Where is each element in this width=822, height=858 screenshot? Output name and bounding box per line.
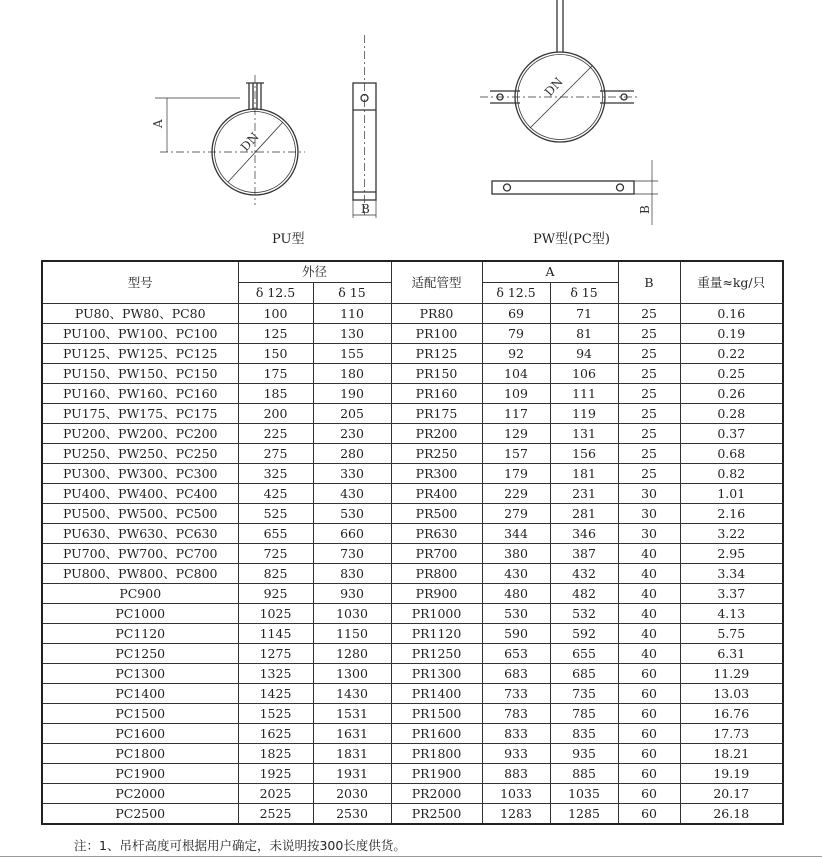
cell-a-d15: 346 (550, 524, 618, 544)
cell-pipe: PR1000 (391, 604, 482, 624)
cell-od-d15: 930 (313, 584, 391, 604)
cell-weight: 13.03 (680, 684, 783, 704)
cell-model: PC1120 (42, 624, 238, 644)
cell-pipe: PR300 (391, 464, 482, 484)
pu-caption: PU型 (272, 232, 305, 247)
cell-model: PU400、PW400、PC400 (42, 484, 238, 504)
table-row (42, 804, 783, 825)
cell-b: 25 (618, 384, 680, 404)
cell-a-d15: 735 (550, 684, 618, 704)
cell-pipe: PR1600 (391, 724, 482, 744)
cell-a-d15: 785 (550, 704, 618, 724)
cell-od-d15: 1150 (313, 624, 391, 644)
cell-a-d125: 380 (482, 544, 550, 564)
cell-od-d125: 185 (238, 384, 313, 404)
cell-a-d125: 530 (482, 604, 550, 624)
cell-b: 60 (618, 784, 680, 804)
cell-model: PU100、PW100、PC100 (42, 324, 238, 344)
table-row (42, 724, 783, 744)
cell-a-d125: 344 (482, 524, 550, 544)
cell-a-d15: 592 (550, 624, 618, 644)
table-row (42, 384, 783, 404)
header-model: 型号 (42, 261, 238, 304)
cell-a-d15: 685 (550, 664, 618, 684)
cell-model: PC1500 (42, 704, 238, 724)
table-row (42, 584, 783, 604)
cell-model: PU160、PW160、PC160 (42, 384, 238, 404)
cell-model: PU700、PW700、PC700 (42, 544, 238, 564)
cell-pipe: PR1900 (391, 764, 482, 784)
cell-a-d125: 157 (482, 444, 550, 464)
cell-b: 60 (618, 764, 680, 784)
cell-od-d15: 2030 (313, 784, 391, 804)
cell-a-d15: 94 (550, 344, 618, 364)
table-row (42, 364, 783, 384)
cell-od-d125: 100 (238, 304, 313, 324)
cell-a-d125: 590 (482, 624, 550, 644)
cell-b: 60 (618, 724, 680, 744)
cell-pipe: PR630 (391, 524, 482, 544)
table-row (42, 644, 783, 664)
dim-a-label: A (151, 119, 165, 128)
table-row (42, 304, 783, 324)
cell-a-d15: 131 (550, 424, 618, 444)
cell-pipe: PR1400 (391, 684, 482, 704)
cell-weight: 0.37 (680, 424, 783, 444)
bottom-rule (0, 856, 822, 857)
header-row-1 (42, 261, 783, 283)
pu-clamp-side-view (353, 35, 376, 218)
cell-od-d125: 325 (238, 464, 313, 484)
cell-a-d125: 129 (482, 424, 550, 444)
cell-pipe: PR1500 (391, 704, 482, 724)
cell-b: 40 (618, 584, 680, 604)
footnote: 注：1、吊杆高度可根据用户确定，未说明按300长度供货。 (74, 838, 406, 853)
header-b: B (618, 261, 680, 304)
cell-od-d15: 110 (313, 304, 391, 324)
cell-pipe: PR2500 (391, 804, 482, 825)
cell-b: 60 (618, 804, 680, 825)
cell-b: 25 (618, 364, 680, 384)
table-row (42, 564, 783, 584)
cell-a-d125: 69 (482, 304, 550, 324)
cell-a-d15: 655 (550, 644, 618, 664)
cell-a-d15: 432 (550, 564, 618, 584)
cell-model: PU500、PW500、PC500 (42, 504, 238, 524)
cell-pipe: PR125 (391, 344, 482, 364)
cell-od-d125: 925 (238, 584, 313, 604)
cell-od-d125: 655 (238, 524, 313, 544)
cell-b: 40 (618, 624, 680, 644)
table-row (42, 624, 783, 644)
cell-a-d15: 387 (550, 544, 618, 564)
spec-table (41, 260, 784, 825)
table-row (42, 444, 783, 464)
cell-b: 25 (618, 424, 680, 444)
cell-a-d15: 885 (550, 764, 618, 784)
cell-pipe: PR700 (391, 544, 482, 564)
header-a: A (482, 261, 618, 283)
cell-b: 25 (618, 444, 680, 464)
cell-a-d125: 933 (482, 744, 550, 764)
header-a-d15: δ 15 (550, 283, 618, 304)
cell-pipe: PR500 (391, 504, 482, 524)
cell-a-d125: 109 (482, 384, 550, 404)
cell-weight: 16.76 (680, 704, 783, 724)
cell-a-d125: 104 (482, 364, 550, 384)
table-row (42, 704, 783, 724)
cell-od-d125: 175 (238, 364, 313, 384)
table-row (42, 344, 783, 364)
cell-a-d15: 81 (550, 324, 618, 344)
cell-pipe: PR200 (391, 424, 482, 444)
cell-model: PC1600 (42, 724, 238, 744)
cell-weight: 0.26 (680, 384, 783, 404)
pu-clamp-front-view (155, 75, 305, 205)
cell-a-d15: 181 (550, 464, 618, 484)
cell-pipe: PR1250 (391, 644, 482, 664)
cell-model: PC1250 (42, 644, 238, 664)
cell-pipe: PR900 (391, 584, 482, 604)
cell-weight: 3.34 (680, 564, 783, 584)
cell-b: 25 (618, 464, 680, 484)
header-pipe: 适配管型 (391, 261, 482, 304)
cell-weight: 0.22 (680, 344, 783, 364)
cell-a-d15: 71 (550, 304, 618, 324)
cell-pipe: PR160 (391, 384, 482, 404)
dim-dn-label-pu: DN (237, 129, 262, 155)
cell-od-d15: 660 (313, 524, 391, 544)
cell-od-d15: 1931 (313, 764, 391, 784)
cell-pipe: PR2000 (391, 784, 482, 804)
cell-weight: 26.18 (680, 804, 783, 825)
cell-od-d15: 205 (313, 404, 391, 424)
cell-model: PU800、PW800、PC800 (42, 564, 238, 584)
cell-weight: 1.01 (680, 484, 783, 504)
cell-a-d15: 119 (550, 404, 618, 424)
cell-weight: 4.13 (680, 604, 783, 624)
cell-a-d125: 480 (482, 584, 550, 604)
cell-weight: 0.28 (680, 404, 783, 424)
cell-od-d15: 1430 (313, 684, 391, 704)
pw-caption: PW型(PC型) (533, 232, 610, 247)
cell-model: PC1400 (42, 684, 238, 704)
cell-model: PU125、PW125、PC125 (42, 344, 238, 364)
cell-pipe: PR1120 (391, 624, 482, 644)
cell-od-d125: 725 (238, 544, 313, 564)
cell-a-d125: 653 (482, 644, 550, 664)
cell-pipe: PR175 (391, 404, 482, 424)
cell-a-d15: 1035 (550, 784, 618, 804)
cell-od-d125: 150 (238, 344, 313, 364)
cell-model: PU80、PW80、PC80 (42, 304, 238, 324)
cell-a-d15: 106 (550, 364, 618, 384)
cell-od-d125: 200 (238, 404, 313, 424)
cell-a-d125: 833 (482, 724, 550, 744)
pw-clamp-front-view (480, 0, 640, 142)
cell-model: PU150、PW150、PC150 (42, 364, 238, 384)
cell-model: PC1300 (42, 664, 238, 684)
cell-od-d15: 730 (313, 544, 391, 564)
dim-b-label-pu: B (361, 202, 370, 216)
table-body (42, 304, 783, 825)
cell-od-d15: 155 (313, 344, 391, 364)
cell-od-d125: 1925 (238, 764, 313, 784)
cell-b: 60 (618, 684, 680, 704)
cell-weight: 0.16 (680, 304, 783, 324)
cell-a-d15: 231 (550, 484, 618, 504)
cell-model: PC900 (42, 584, 238, 604)
cell-od-d125: 225 (238, 424, 313, 444)
cell-a-d15: 935 (550, 744, 618, 764)
cell-od-d125: 1825 (238, 744, 313, 764)
cell-a-d125: 179 (482, 464, 550, 484)
technical-drawings (0, 0, 822, 255)
cell-od-d125: 125 (238, 324, 313, 344)
cell-b: 25 (618, 344, 680, 364)
cell-model: PC1800 (42, 744, 238, 764)
cell-model: PU300、PW300、PC300 (42, 464, 238, 484)
cell-model: PC2000 (42, 784, 238, 804)
cell-weight: 20.17 (680, 784, 783, 804)
cell-pipe: PR400 (391, 484, 482, 504)
cell-od-d125: 1025 (238, 604, 313, 624)
cell-a-d125: 1033 (482, 784, 550, 804)
cell-a-d15: 532 (550, 604, 618, 624)
cell-b: 40 (618, 564, 680, 584)
dim-dn-label-pw: DN (541, 74, 566, 100)
cell-od-d15: 1030 (313, 604, 391, 624)
cell-model: PC1000 (42, 604, 238, 624)
cell-b: 40 (618, 644, 680, 664)
cell-a-d125: 883 (482, 764, 550, 784)
header-a-d125: δ 12.5 (482, 283, 550, 304)
cell-weight: 19.19 (680, 764, 783, 784)
cell-pipe: PR100 (391, 324, 482, 344)
table-row (42, 464, 783, 484)
cell-weight: 3.22 (680, 524, 783, 544)
table-row (42, 664, 783, 684)
cell-pipe: PR800 (391, 564, 482, 584)
cell-b: 30 (618, 484, 680, 504)
cell-weight: 18.21 (680, 744, 783, 764)
table-row (42, 524, 783, 544)
cell-od-d15: 830 (313, 564, 391, 584)
cell-od-d15: 330 (313, 464, 391, 484)
cell-a-d15: 111 (550, 384, 618, 404)
cell-model: PU630、PW630、PC630 (42, 524, 238, 544)
cell-b: 25 (618, 324, 680, 344)
cell-od-d15: 530 (313, 504, 391, 524)
table-row (42, 684, 783, 704)
cell-weight: 3.37 (680, 584, 783, 604)
table-row (42, 424, 783, 444)
cell-weight: 11.29 (680, 664, 783, 684)
cell-a-d15: 281 (550, 504, 618, 524)
table-row (42, 604, 783, 624)
cell-b: 30 (618, 504, 680, 524)
cell-weight: 2.95 (680, 544, 783, 564)
cell-a-d125: 783 (482, 704, 550, 724)
cell-a-d125: 430 (482, 564, 550, 584)
cell-model: PC2500 (42, 804, 238, 825)
table-row (42, 744, 783, 764)
table-row (42, 404, 783, 424)
cell-pipe: PR250 (391, 444, 482, 464)
cell-weight: 0.19 (680, 324, 783, 344)
cell-od-d125: 1145 (238, 624, 313, 644)
cell-od-d125: 425 (238, 484, 313, 504)
cell-od-d125: 525 (238, 504, 313, 524)
cell-od-d15: 1300 (313, 664, 391, 684)
cell-model: PC1900 (42, 764, 238, 784)
cell-a-d125: 279 (482, 504, 550, 524)
header-od-d125: δ 12.5 (238, 283, 313, 304)
cell-weight: 6.31 (680, 644, 783, 664)
cell-od-d15: 430 (313, 484, 391, 504)
cell-od-d125: 1425 (238, 684, 313, 704)
header-weight: 重量≈kg/只 (680, 261, 783, 304)
cell-b: 60 (618, 704, 680, 724)
cell-a-d15: 1285 (550, 804, 618, 825)
cell-weight: 5.75 (680, 624, 783, 644)
cell-od-d15: 280 (313, 444, 391, 464)
cell-od-d125: 2525 (238, 804, 313, 825)
cell-b: 40 (618, 544, 680, 564)
cell-od-d15: 130 (313, 324, 391, 344)
cell-a-d125: 733 (482, 684, 550, 704)
cell-a-d125: 117 (482, 404, 550, 424)
cell-b: 30 (618, 524, 680, 544)
cell-od-d125: 2025 (238, 784, 313, 804)
cell-od-d15: 190 (313, 384, 391, 404)
header-od-d15: δ 15 (313, 283, 391, 304)
cell-od-d15: 1831 (313, 744, 391, 764)
cell-od-d125: 1325 (238, 664, 313, 684)
cell-b: 60 (618, 664, 680, 684)
cell-od-d15: 230 (313, 424, 391, 444)
cell-pipe: PR1300 (391, 664, 482, 684)
cell-b: 60 (618, 744, 680, 764)
header-outer-dia: 外径 (238, 261, 391, 283)
cell-b: 25 (618, 404, 680, 424)
cell-od-d15: 2530 (313, 804, 391, 825)
cell-b: 25 (618, 304, 680, 324)
cell-od-d125: 1625 (238, 724, 313, 744)
table-row (42, 324, 783, 344)
cell-od-d125: 1525 (238, 704, 313, 724)
table-row (42, 544, 783, 564)
cell-od-d15: 180 (313, 364, 391, 384)
cell-a-d125: 1283 (482, 804, 550, 825)
pw-clamp-plate-view (492, 160, 658, 225)
cell-pipe: PR1800 (391, 744, 482, 764)
cell-a-d15: 835 (550, 724, 618, 744)
cell-pipe: PR80 (391, 304, 482, 324)
table-row (42, 764, 783, 784)
cell-weight: 0.25 (680, 364, 783, 384)
cell-od-d125: 825 (238, 564, 313, 584)
cell-od-d125: 275 (238, 444, 313, 464)
table-row (42, 504, 783, 524)
table-row (42, 784, 783, 804)
cell-a-d15: 482 (550, 584, 618, 604)
cell-model: PU175、PW175、PC175 (42, 404, 238, 424)
cell-od-d15: 1531 (313, 704, 391, 724)
cell-od-d15: 1631 (313, 724, 391, 744)
cell-a-d125: 79 (482, 324, 550, 344)
cell-od-d125: 1275 (238, 644, 313, 664)
cell-pipe: PR150 (391, 364, 482, 384)
cell-od-d15: 1280 (313, 644, 391, 664)
table-row (42, 484, 783, 504)
cell-model: PU200、PW200、PC200 (42, 424, 238, 444)
cell-weight: 17.73 (680, 724, 783, 744)
cell-a-d15: 156 (550, 444, 618, 464)
cell-a-d125: 229 (482, 484, 550, 504)
cell-a-d125: 683 (482, 664, 550, 684)
cell-weight: 2.16 (680, 504, 783, 524)
cell-model: PU250、PW250、PC250 (42, 444, 238, 464)
cell-a-d125: 92 (482, 344, 550, 364)
cell-weight: 0.82 (680, 464, 783, 484)
cell-b: 40 (618, 604, 680, 624)
cell-weight: 0.68 (680, 444, 783, 464)
dim-b-label-pw: B (638, 205, 652, 214)
